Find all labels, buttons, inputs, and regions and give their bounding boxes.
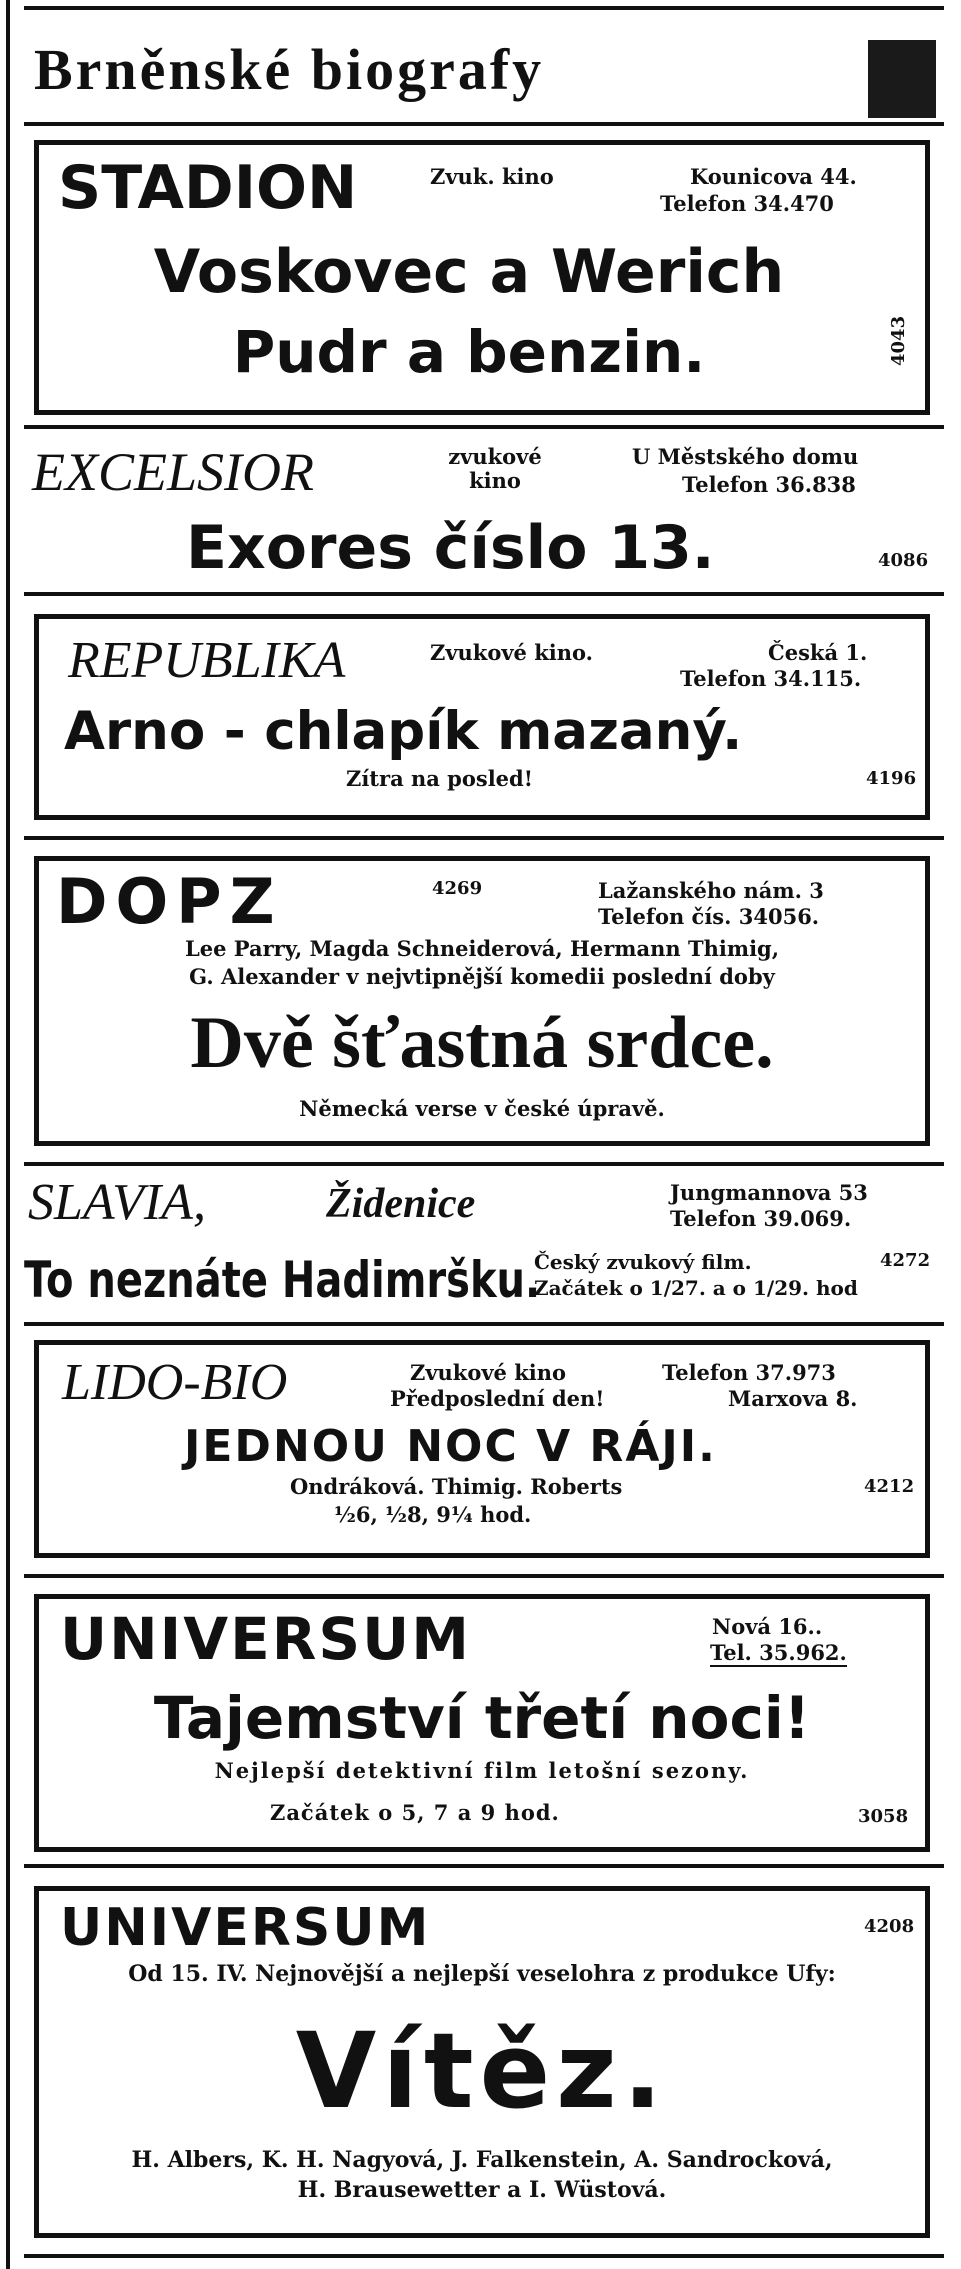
cinema-address: Lažanského nám. 3: [598, 878, 824, 903]
ad-code: 4208: [864, 1916, 915, 1937]
bottom-rule: [24, 2254, 944, 2258]
page-title: Brněnské biografy: [34, 37, 545, 102]
cinema-name: LIDO-BIO: [62, 1354, 288, 1411]
cinema-address: U Městského domu: [632, 444, 859, 469]
film-line-2: Pudr a benzin.: [232, 318, 706, 386]
cinema-address: Kounicova 44.: [690, 164, 857, 189]
ad-code: 4269: [432, 878, 483, 899]
ad-code: 4043: [888, 315, 909, 366]
cinema-name: REPUBLIKA: [68, 632, 346, 689]
ad-code: 3058: [858, 1806, 909, 1827]
cinema-address: Nová 16..: [712, 1614, 823, 1639]
film-cast: H. Albers, K. H. Nagyová, J. Falkenstein, A. Sandrocková,: [131, 2147, 833, 2173]
film-title: Dvě šťastná srdce.: [190, 1002, 774, 1084]
cinema-kind: Zvuk. kino: [430, 164, 554, 189]
cinema-address: Jungmannova 53: [670, 1180, 868, 1205]
film-title: Vítěz.: [295, 2010, 669, 2132]
rule: [24, 592, 944, 596]
rule: [24, 425, 944, 429]
ad-code: 4086: [878, 550, 929, 571]
film-date: Od 15. IV. Nejnovější a nejlepší veselohra z produkce Ufy:: [128, 1961, 836, 1987]
top-rule: [24, 6, 944, 10]
ad-code: 4272: [880, 1250, 931, 1271]
cinema-address: Česká 1.: [768, 640, 868, 665]
cinema-district: Židenice: [326, 1181, 476, 1227]
rule: [24, 836, 944, 840]
film-note: Zítra na posled!: [346, 766, 533, 791]
cinema-name: UNIVERSUM: [60, 1898, 431, 1958]
film-line-1: Voskovec a Werich: [153, 237, 785, 307]
ad-code: 4212: [864, 1476, 915, 1497]
cinema-name: EXCELSIOR: [32, 442, 314, 502]
cinema-kind: Zvukové kino.: [430, 640, 593, 665]
cinema-phone: Telefon 37.973: [662, 1360, 836, 1385]
rule: [24, 1162, 944, 1166]
film-note: Německá verse v české úpravě.: [299, 1096, 665, 1121]
cinema-phone: Telefon 34.470: [660, 191, 834, 216]
cinema-phone: Telefon čís. 34056.: [598, 904, 820, 929]
film-times: ½6, ½8, 9¼ hod.: [334, 1502, 532, 1527]
film-cast: Ondráková. Thimig. Roberts: [290, 1474, 623, 1499]
film-description: Nejlepší detektivní film letošní sezony.: [214, 1758, 750, 1783]
cinema-name: DOPZ: [56, 865, 283, 938]
film-title: Tajemství třetí noci!: [153, 1684, 811, 1752]
cinema-kind: Zvukové kino: [410, 1360, 567, 1385]
left-column-rule: [6, 0, 10, 2269]
rule: [24, 1864, 944, 1868]
film-cast: G. Alexander v nejvtipnější komedii poslední doby: [189, 964, 775, 989]
header-rule: [24, 122, 944, 126]
cinema-kind: kino: [469, 468, 521, 493]
film-title: Arno - chlapík mazaný.: [64, 701, 743, 762]
film-title: JEDNOU NOC V RÁJI.: [184, 1421, 717, 1472]
rule: [24, 1322, 944, 1326]
cinema-name: STADION: [58, 153, 358, 223]
cinema-kind: zvukové: [448, 444, 542, 469]
film-note: Předposlední den!: [390, 1386, 605, 1411]
cinema-phone: Tel. 35.962.: [710, 1640, 847, 1665]
film-title: To neznáte Hadimršku.: [24, 1252, 541, 1310]
film-times: Začátek o 5, 7 a 9 hod.: [270, 1800, 560, 1825]
cinema-name: SLAVIA,: [28, 1174, 206, 1231]
cinema-address: Marxova 8.: [728, 1386, 858, 1411]
film-info: Český zvukový film.: [534, 1250, 752, 1274]
cinema-phone: Telefon 39.069.: [670, 1206, 852, 1231]
film-title: Exores číslo 13.: [186, 513, 715, 583]
cinema-phone: Telefon 36.838: [682, 472, 856, 497]
ad-code: 4196: [866, 768, 917, 789]
rule: [24, 1574, 944, 1578]
cinema-name: UNIVERSUM: [60, 1605, 471, 1673]
film-cast: Lee Parry, Magda Schneiderová, Hermann Thimig,: [184, 936, 780, 961]
film-cast: H. Brausewetter a I. Wüstová.: [297, 2177, 667, 2203]
cinema-phone: Telefon 34.115.: [680, 666, 862, 691]
film-times: Začátek o 1/27. a o 1/29. hod: [534, 1276, 858, 1300]
header-ink-mark: [868, 40, 936, 118]
